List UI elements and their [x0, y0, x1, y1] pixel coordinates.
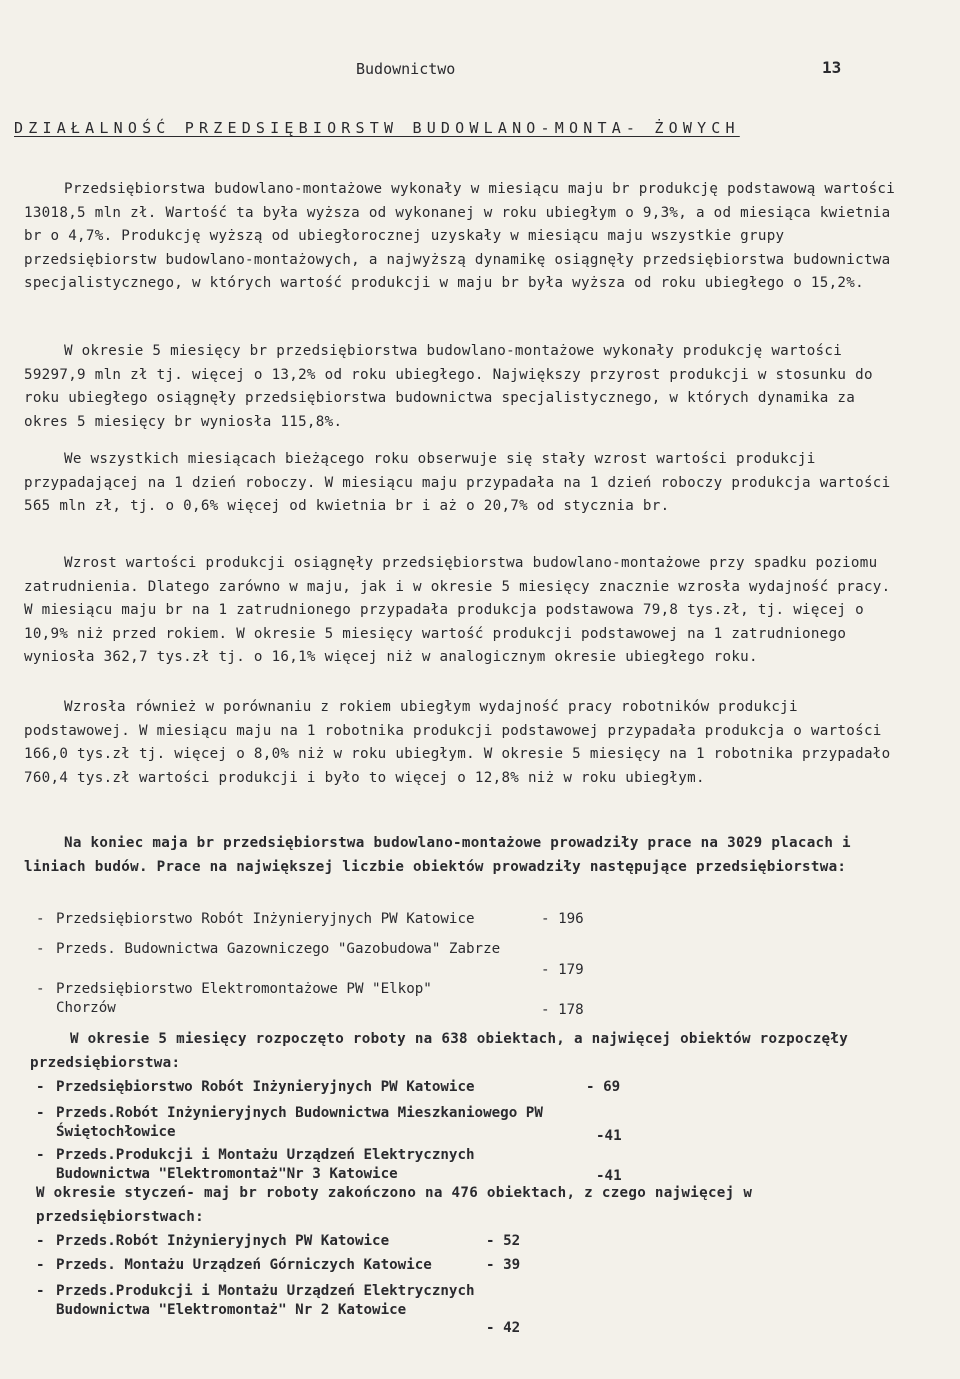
- paragraph-worker-productivity: [24, 696, 902, 790]
- page-number: 13: [822, 58, 842, 77]
- list-item: - Przedsiębiorstwo Elektromontażowe PW "Elkop" Chorzów - 178: [36, 981, 584, 1018]
- list-item: - Przedsiębiorstwo Robót Inżynieryjnych PW Katowice - 196: [36, 911, 584, 927]
- list-finished: [36, 1232, 636, 1338]
- list-item-name: Przeds.Robót Inżynieryjnych Budownictwa Mieszkaniowego PW Świętochłowice: [56, 1105, 543, 1140]
- list-item-count: - 178: [541, 1002, 584, 1018]
- list-item: - Przedsiębiorstwo Robót Inżynieryjnych PW Katowice - 69: [36, 1079, 621, 1095]
- list-item-count: -41: [596, 1168, 622, 1184]
- list-item-name: Przedsiębiorstwo Robót Inżynieryjnych PW Katowice: [56, 911, 475, 927]
- paragraph-daily-output: [24, 448, 902, 519]
- paragraph-five-months: [24, 340, 902, 434]
- paragraph-productivity: [24, 552, 902, 670]
- list-item-name: Przeds. Budownictwa Gazowniczego "Gazobudowa" Zabrze: [56, 941, 501, 957]
- list-item-name: Przeds.Produkcji i Montażu Urządzeń Elektrycznych Budownictwa "Elektromontaż" Nr 2 Katowice: [56, 1283, 475, 1318]
- list-started: [36, 1078, 636, 1186]
- paragraph-text: Na koniec maja br przedsiębiorstwa budowlano-montażowe prowadziły prace na 3029 placach i liniach budów. Prace na największej liczbie obiektów prowadziły następujące przedsiębiorstwa:: [24, 835, 851, 875]
- paragraph-text: W okresie styczeń- maj br roboty zakończono na 476 obiektach, z czego najwięcej w przedsiębiorstwach:: [36, 1185, 753, 1225]
- list-item: - Przeds. Budownictwa Gazowniczego "Gazobudowa" Zabrze - 179: [36, 941, 584, 978]
- list-item-name: Przedsiębiorstwo Robót Inżynieryjnych PW Katowice: [56, 1079, 475, 1095]
- list-item-count: - 39: [486, 1257, 521, 1273]
- list-item: - Przeds.Robót Inżynieryjnych PW Katowice - 52: [36, 1232, 636, 1256]
- list-item-name: Przedsiębiorstwo Elektromontażowe PW "Elkop" Chorzów: [56, 981, 432, 1016]
- list-item-count: - 52: [486, 1233, 521, 1249]
- paragraph-finished-works: [36, 1182, 836, 1229]
- list-item-count: - 179: [541, 962, 584, 978]
- list-item-count: -41: [596, 1128, 622, 1144]
- list-item-count: - 196: [541, 911, 584, 927]
- paragraph-started-works: [30, 1028, 880, 1075]
- paragraph-text: W okresie 5 miesięcy rozpoczęto roboty na 638 obiektach, a najwięcej obiektów rozpoczęły przedsiębiorstwa:: [30, 1031, 849, 1071]
- paragraph-text: We wszystkich miesiącach bieżącego roku obserwuje się stały wzrost wartości produkcji przypadającej na 1 dzień roboczy. W miesiącu maju przypadała na 1 dzień roboczy produkcja wartości 565 mln zł, tj. o 0,6% więcej od kwietnia br i aż o 20,7% od stycznia br.: [24, 451, 891, 515]
- paragraph-text: W okresie 5 miesięcy br przedsiębiorstwa budowlano-montażowe wykonały produkcję wartości 59297,9 mln zł tj. więcej o 13,2% od roku ubiegłego. Największy przyrost produkcji w stosunku do roku ubiegłego osiągnęły przedsiębiorstwa budownictwa specjalistycznego, w których dynamika za okres 5 miesięcy br wyniosła 115,8%.: [24, 343, 873, 430]
- list-item-name: Przeds. Montażu Urządzeń Górniczych Katowice: [56, 1257, 432, 1273]
- running-title: Budownictwo: [356, 60, 456, 78]
- list-item: - Przeds.Produkcji i Montażu Urządzeń Elektrycznych Budownictwa "Elektromontaż" Nr 2 Katowice - 42: [36, 1283, 521, 1336]
- paragraph-production-may: [24, 178, 902, 296]
- list-item-name: Przeds.Produkcji i Montażu Urządzeń Elektrycznych Budownictwa "Elektromontaż"Nr 3 Katowice: [56, 1147, 475, 1182]
- list-item-name: Przeds.Robót Inżynieryjnych PW Katowice: [56, 1233, 390, 1249]
- paragraph-text: Wzrosła również w porównaniu z rokiem ubiegłym wydajność pracy robotników produkcji podstawowej. W miesiącu maju na 1 robotnika produkcji podstawowej przypadała produkcja o wartości 166,0 tys.zł tj. więcej o 8,0% niż w roku ubiegłym. W okresie 5 miesięcy na 1 robotnika przypadało 760,4 tys.zł wartości produkcji i było to więcej o 12,8% niż w roku ubiegłym.: [24, 699, 891, 786]
- list-item-count: - 42: [486, 1320, 521, 1336]
- paragraph-text: Wzrost wartości produkcji osiągnęły przedsiębiorstwa budowlano-montażowe przy spadku poziomu zatrudnienia. Dlatego zarówno w maju, jak i w okresie 5 miesięcy znacznie wzrosła wydajność pracy. W miesiącu maju br na 1 zatrudnionego przypadała produkcja podstawowa 79,8 tys.zł, tj. więcej o 10,9% niż przed rokiem. W okresie 5 miesięcy wartość produkcji podstawowej na 1 zatrudnionego wyniosła 362,7 tys.zł tj. o 16,1% więcej niż w analogicznym okresie ubiegłego roku.: [24, 555, 891, 666]
- list-item: - Przeds. Montażu Urządzeń Górniczych Katowice - 39: [36, 1256, 636, 1282]
- section-title: DZIAŁALNOŚĆ PRZEDSIĘBIORSTW BUDOWLANO-MONTA- ŻOWYCH: [14, 119, 740, 137]
- list-item: - Przeds.Produkcji i Montażu Urządzeń Elektrycznych Budownictwa "Elektromontaż"Nr 3 Katowice -41: [36, 1147, 622, 1184]
- paragraph-construction-sites: [24, 832, 902, 879]
- list-item-count: - 69: [586, 1079, 621, 1095]
- list-sites: [36, 910, 636, 1020]
- paragraph-text: Przedsiębiorstwa budowlano-montażowe wykonały w miesiącu maju br produkcję podstawową wartości 13018,5 mln zł. Wartość ta była wyższa od wykonanej w roku ubiegłym o 9,3%, a od miesiąca kwietnia br o 4,7%. Produkcję wyższą od ubiegłorocznej uzyskały w miesiącu maju wszystkie grupy przedsiębiorstw budowlano-montażowych, a najwyższą dynamikę osiągnęły przedsiębiorstwa budownictwa specjalistycznego, w których wartość produkcji w maju br była wyższa od roku ubiegłego o 15,2%.: [24, 181, 896, 292]
- list-item: - Przeds.Robót Inżynieryjnych Budownictwa Mieszkaniowego PW Świętochłowice -41: [36, 1105, 622, 1144]
- page-header: [0, 60, 960, 84]
